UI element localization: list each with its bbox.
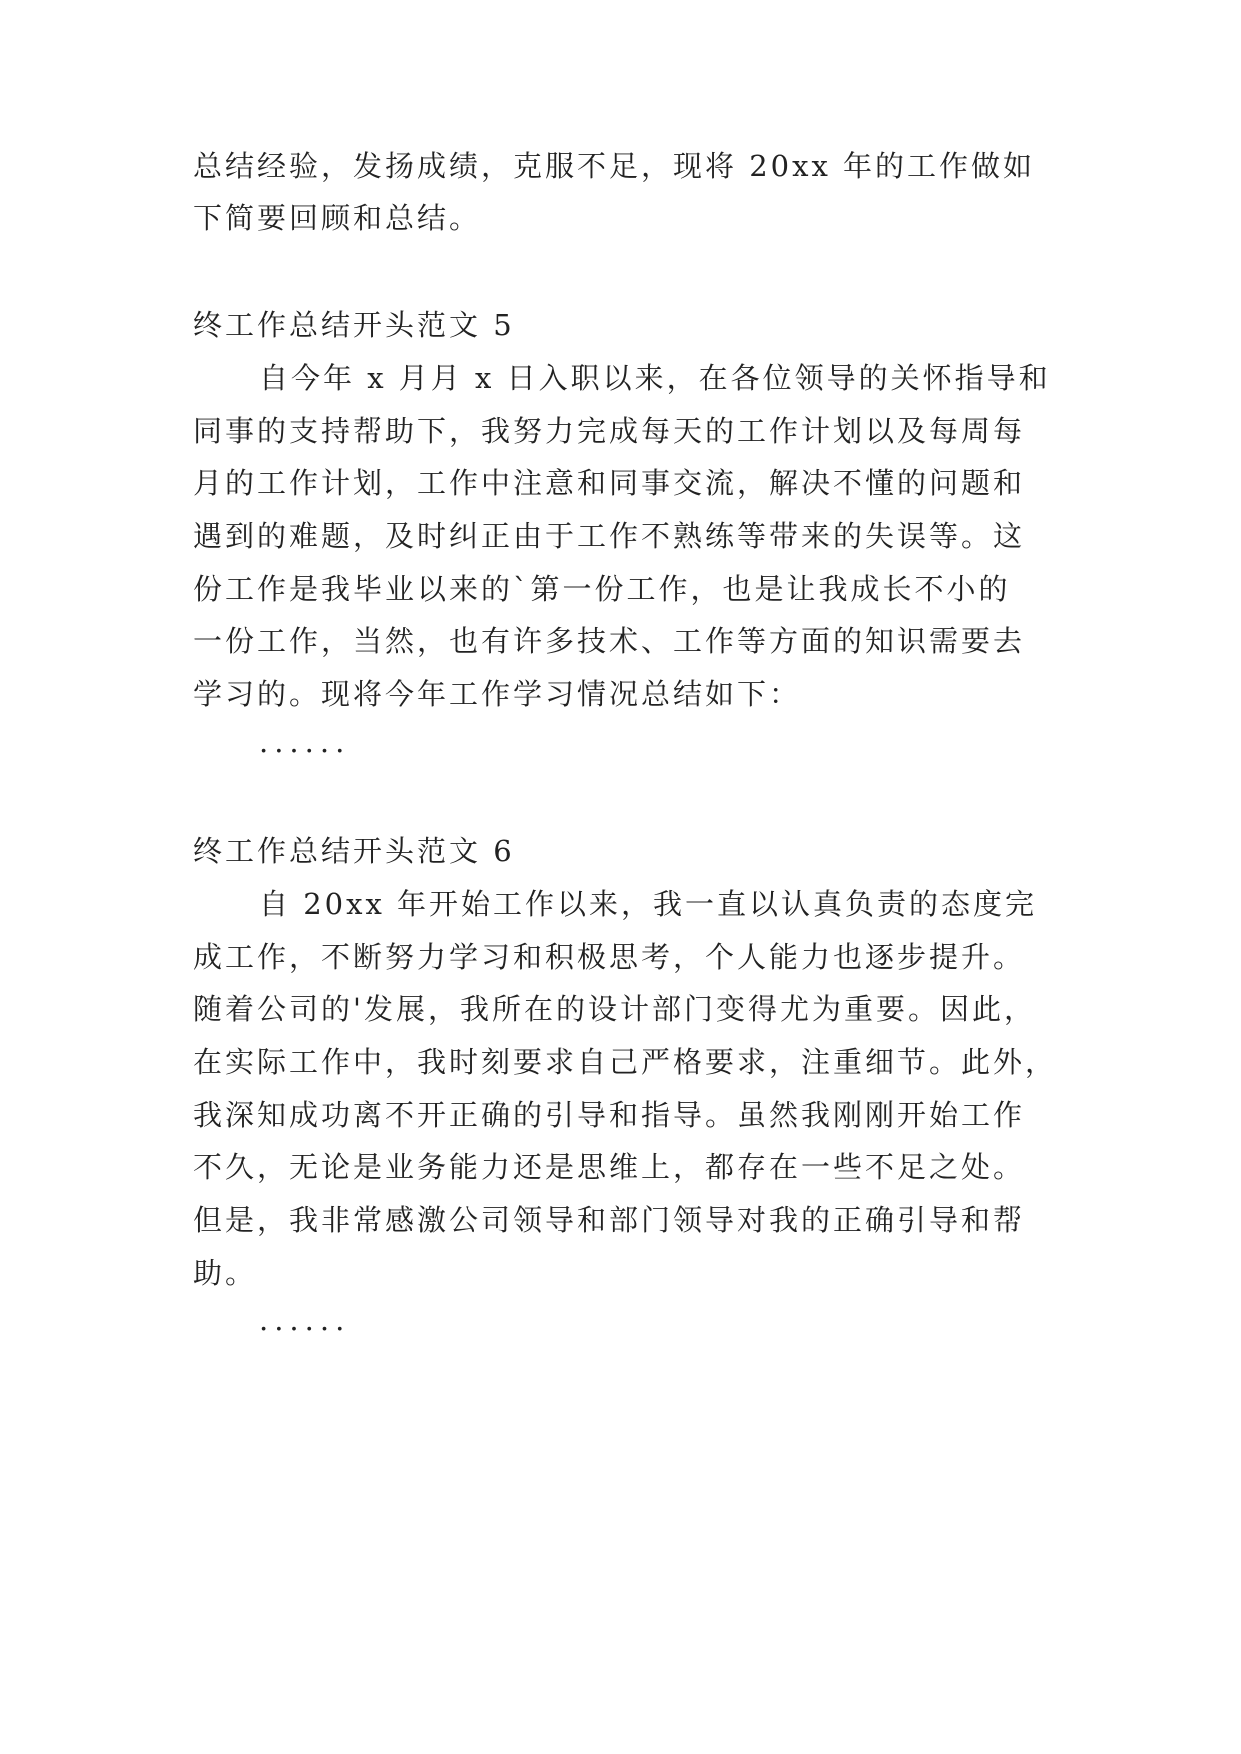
- paragraph-line: 不久，无论是业务能力还是思维上，都存在一些不足之处。: [193, 1150, 1026, 1184]
- ellipsis: ......: [259, 725, 351, 759]
- paragraph-line: 一份工作，当然，也有许多技术、工作等方面的知识需要去: [193, 624, 1026, 658]
- intro-line: 总结经验，发扬成绩，克服不足，现将 20xx 年的工作做如: [193, 149, 1036, 183]
- paragraph-line: 在实际工作中，我时刻要求自己严格要求，注重细节。此外，: [193, 1045, 1058, 1079]
- section-heading: 终工作总结开头范文 5: [193, 308, 515, 342]
- paragraph-line: 份工作是我毕业以来的`第一份工作，也是让我成长不小的: [193, 572, 1011, 606]
- paragraph-line: 但是，我非常感激公司领导和部门领导对我的正确引导和帮: [193, 1203, 1026, 1237]
- paragraph-line: 自今年 x 月月 x 日入职以来，在各位领导的关怀指导和: [259, 361, 1051, 395]
- section-heading: 终工作总结开头范文 6: [193, 834, 515, 868]
- paragraph-line: 月的工作计划，工作中注意和同事交流，解决不懂的问题和: [193, 466, 1026, 500]
- paragraph-line: 成工作，不断努力学习和积极思考，个人能力也逐步提升。: [193, 940, 1026, 974]
- ellipsis: ......: [259, 1303, 351, 1337]
- paragraph-line: 学习的。现将今年工作学习情况总结如下：: [193, 677, 802, 711]
- paragraph-line: 自 20xx 年开始工作以来，我一直以认真负责的态度完: [259, 887, 1038, 921]
- paragraph-line: 遇到的难题，及时纠正由于工作不熟练等带来的失误等。这: [193, 519, 1026, 553]
- paragraph-line: 助。: [193, 1256, 258, 1290]
- paragraph-line: 同事的支持帮助下，我努力完成每天的工作计划以及每周每: [193, 414, 1026, 448]
- paragraph-line: 随着公司的'发展，我所在的设计部门变得尤为重要。因此，: [193, 992, 1036, 1026]
- intro-line: 下简要回顾和总结。: [193, 201, 482, 235]
- paragraph-line: 我深知成功离不开正确的引导和指导。虽然我刚刚开始工作: [193, 1098, 1026, 1132]
